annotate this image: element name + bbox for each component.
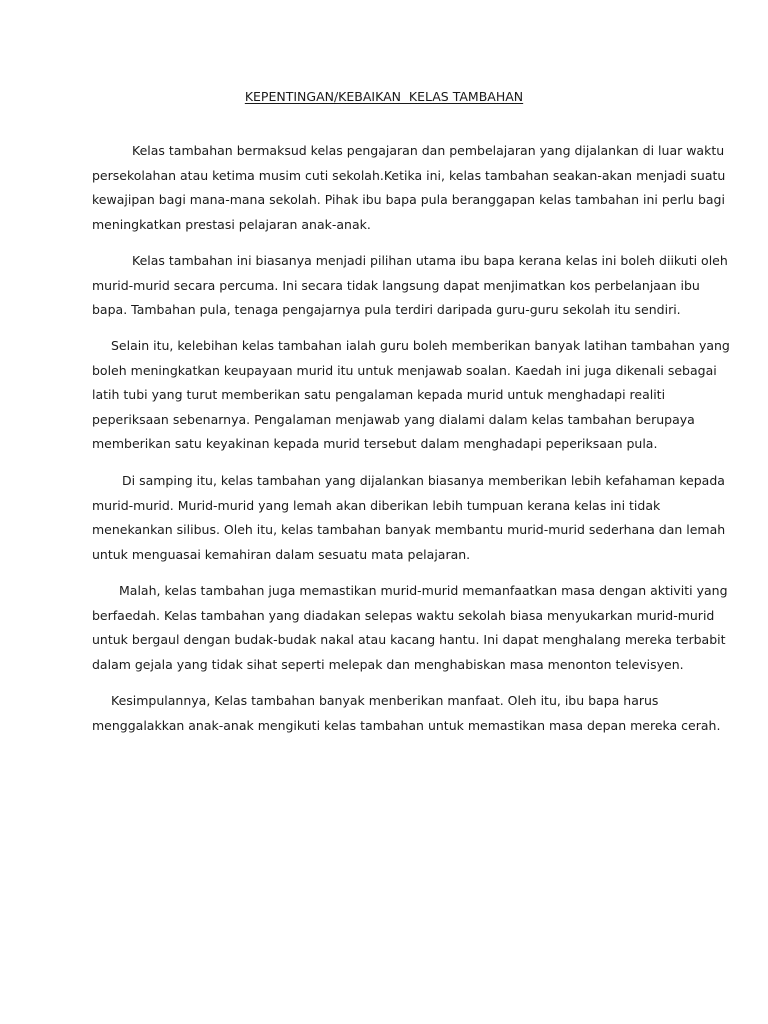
paragraph-line: murid-murid. Murid-murid yang lemah akan diberikan lebih tumpuan kerana kelas ini tidak xyxy=(92,497,661,513)
paragraph-line: Kelas tambahan ini biasanya menjadi pilihan utama ibu bapa kerana kelas ini boleh diikuti oleh xyxy=(132,253,728,268)
paragraph-line: untuk menguasai kemahiran dalam sesuatu mata pelajaran. xyxy=(92,546,471,562)
paragraph-line: dalam gejala yang tidak sihat seperti melepak dan menghabiskan masa menonton televisyen. xyxy=(92,656,684,672)
paragraph-exercises xyxy=(92,334,730,457)
paragraph-line: menggalakkan anak-anak mengikuti kelas tambahan untuk memastikan masa depan mereka cerah. xyxy=(92,717,721,733)
paragraph-line: boleh meningkatkan keupayaan murid itu untuk menjawab soalan. Kaedah ini juga dikenali sebagai xyxy=(92,362,717,378)
paragraph-line: latih tubi yang turut memberikan satu pengalaman kepada murid untuk menghadapi realiti xyxy=(92,387,666,403)
paragraph-understanding xyxy=(92,469,726,567)
paragraph-line: peperiksaan sebenarnya. Pengalaman menjawab yang dialami dalam kelas tambahan berupaya xyxy=(92,411,695,427)
paragraph-line: kewajipan bagi mana-mana sekolah. Pihak ibu bapa pula beranggapan kelas tambahan ini perlu bagi xyxy=(92,192,725,208)
paragraph-line: bapa. Tambahan pula, tenaga pengajarnya pula terdiri daripada guru-guru sekolah itu sendiri. xyxy=(92,302,681,318)
paragraph-line: Selain itu, kelebihan kelas tambahan ialah guru boleh memberikan banyak latihan tambahan yang xyxy=(111,338,730,353)
document-title: KEPENTINGAN/KEBAIKAN KELAS TAMBAHAN xyxy=(244,89,524,104)
paragraph-line: untuk bergaul dengan budak-budak nakal atau kacang hantu. Ini dapat menghalang mereka terbabit xyxy=(92,632,726,648)
paragraph-line: Malah, kelas tambahan juga memastikan murid-murid memanfaatkan masa dengan aktiviti yang xyxy=(119,583,728,598)
paragraph-line: murid-murid secara percuma. Ini secara tidak langsung dapat menjimatkan kos perbelanjaan ibu xyxy=(92,277,700,293)
paragraph-line: berfaedah. Kelas tambahan yang diadakan selepas waktu sekolah biasa menyukarkan murid-murid xyxy=(92,607,715,623)
paragraph-line: Di samping itu, kelas tambahan yang dijalankan biasanya memberikan lebih kefahaman kepada xyxy=(122,473,725,488)
paragraph-line: persekolahan atau ketima musim cuti sekolah.Ketika ini, kelas tambahan seakan-akan menjadi suatu xyxy=(92,167,726,183)
paragraph-time-use xyxy=(92,579,728,677)
paragraph-line: meningkatkan prestasi pelajaran anak-anak. xyxy=(92,216,371,232)
paragraph-line: Kesimpulannya, Kelas tambahan banyak menberikan manfaat. Oleh itu, ibu bapa harus xyxy=(111,693,659,708)
paragraph-line: Kelas tambahan bermaksud kelas pengajaran dan pembelajaran yang dijalankan di luar waktu xyxy=(132,143,725,158)
paragraph-free-classes xyxy=(92,249,728,323)
paragraph-definition xyxy=(92,139,726,237)
paragraph-line: memberikan satu keyakinan kepada murid tersebut dalam menghadapi peperiksaan pula. xyxy=(92,436,658,452)
paragraph-conclusion xyxy=(92,689,721,738)
paragraph-line: menekankan silibus. Oleh itu, kelas tambahan banyak membantu murid-murid sederhana dan lemah xyxy=(92,522,726,538)
